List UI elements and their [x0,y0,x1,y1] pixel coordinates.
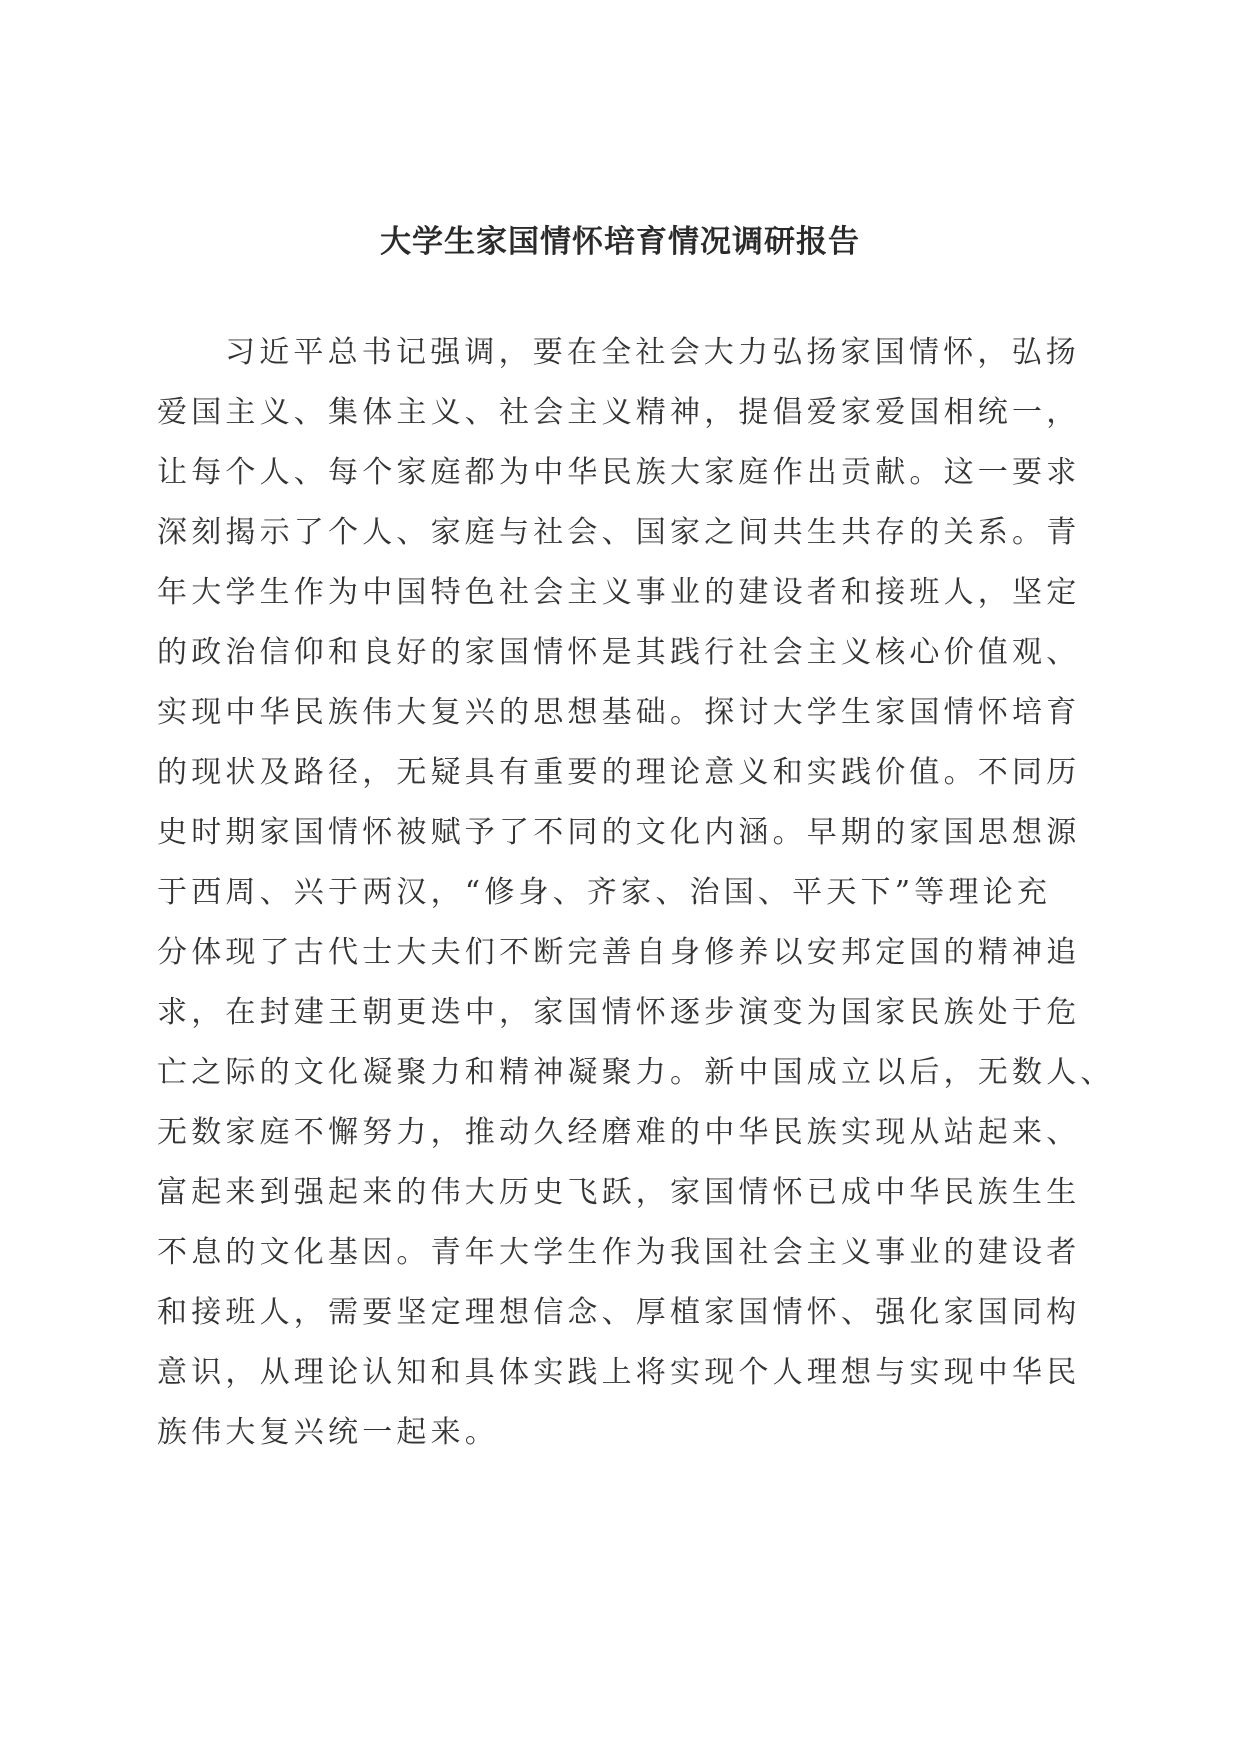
paragraph-line: 让每个人、每个家庭都为中华民族大家庭作出贡献。这一要求 [157,455,1081,490]
paragraph-line: 不息的文化基因。青年大学生作为我国社会主义事业的建设者 [157,1235,1081,1270]
paragraph-line: 习近平总书记强调，要在全社会大力弘扬家国情怀，弘扬 [225,335,1080,370]
paragraph-line: 富起来到强起来的伟大历史飞跃，家国情怀已成中华民族生生 [157,1175,1081,1210]
paragraph-line: 深刻揭示了个人、家庭与社会、国家之间共生共存的关系。青 [157,515,1081,550]
paragraph-line: 史时期家国情怀被赋予了不同的文化内涵。早期的家国思想源 [157,815,1081,850]
paragraph-line: 的现状及路径，无疑具有重要的理论意义和实践价值。不同历 [157,755,1081,790]
paragraph-line: 亡之际的文化凝聚力和精神凝聚力。新中国成立以后，无数人、 [157,1055,1115,1090]
paragraph-line: 意识，从理论认知和具体实践上将实现个人理想与实现中华民 [157,1355,1081,1390]
paragraph-line: 于西周、兴于两汉，“修身、齐家、治国、平天下”等理论充 [157,875,1052,910]
paragraph-line: 求，在封建王朝更迭中，家国情怀逐步演变为国家民族处于危 [157,995,1081,1030]
document-title: 大学生家国情怀培育情况调研报告 [380,224,860,260]
paragraph-line: 的政治信仰和良好的家国情怀是其践行社会主义核心价值观、 [157,635,1081,670]
paragraph-line: 和接班人，需要坚定理想信念、厚植家国情怀、强化家国同构 [157,1295,1081,1330]
paragraph-line: 年大学生作为中国特色社会主义事业的建设者和接班人，坚定 [157,575,1081,610]
paragraph-line: 实现中华民族伟大复兴的思想基础。探讨大学生家国情怀培育 [157,695,1081,730]
paragraph-line: 爱国主义、集体主义、社会主义精神，提倡爱家爱国相统一， [157,395,1081,430]
paragraph-line: 族伟大复兴统一起来。 [157,1415,499,1450]
paragraph-line: 无数家庭不懈努力，推动久经磨难的中华民族实现从站起来、 [157,1115,1081,1150]
paragraph-line: 分体现了古代士大夫们不断完善自身修养以安邦定国的精神追 [157,935,1081,970]
